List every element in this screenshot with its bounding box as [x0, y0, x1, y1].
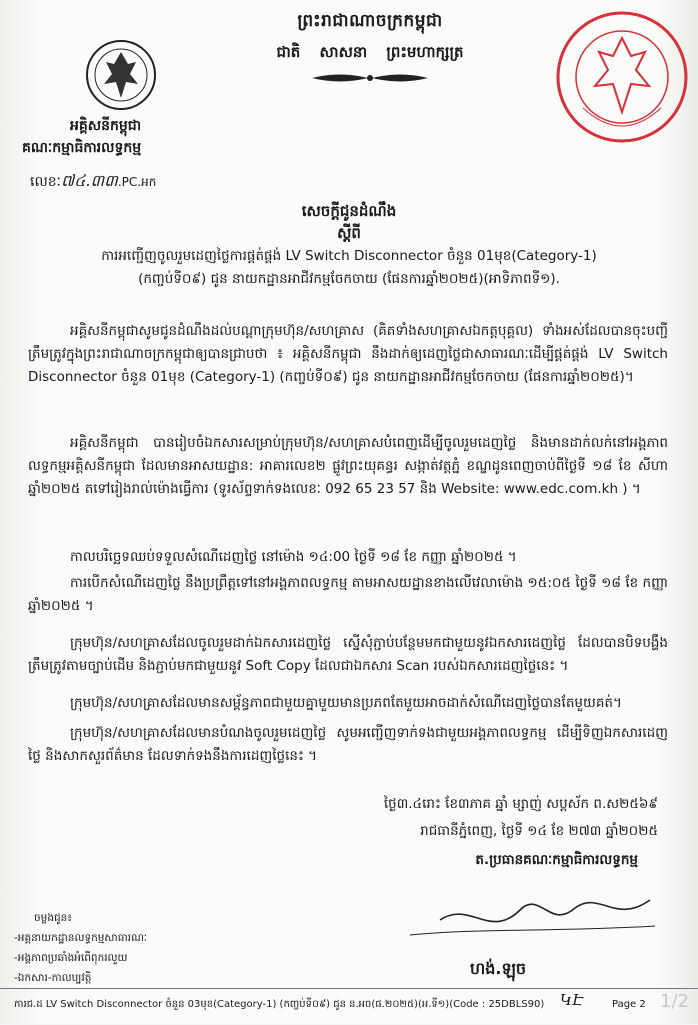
body-paragraph-6: ក្រុមហ៊ុន/សហគ្រាសដែលមានសម្ព័ន្ធភាពជាមួយគ្នាមួយមានប្រភពតែមួយអាចដាក់សំណើដេញថ្លៃបានតែមួយគត់។ [70, 695, 622, 711]
page-footer [0, 988, 698, 1025]
organization-name: អគ្គិសនីកម្ពុជា [70, 118, 142, 134]
footer-reference: ការជ.ដ LV Switch Disconnector ចំនួន 03មុខ(Category-1) (កញ្ចប់ទី០៩) ជូន ន.អច(ផ.២០២៥)(អ.ទី១)(Code : 25DBLS90) [14, 999, 545, 1010]
kingdom-title: ព្រះរាជាណាចក្រកម្ពុជា [297, 11, 443, 31]
body-paragraph-4: ការបើកសំណើដេញថ្លៃ នឹងប្រព្រឹត្តទៅនៅអង្គភាពលទ្ធកម្ម តាមអាសយដ្ឋានខាងលើវេលាម៉ោង ១៥:០៥ ថ្ងៃទី ១៨ ខែ កញ្ញា ឆ្នាំ២០២៥ ។ [28, 575, 668, 614]
copy-to-item: -ឯកសារ-កាលប្បវត្តិ [14, 972, 92, 984]
committee-name: គណៈកម្មាធិការលទ្ធកម្ម [22, 140, 142, 156]
body-paragraph-7: ក្រុមហ៊ុន/សហគ្រាសដែលមានបំណងចូលរួមដេញថ្លៃ សូមអញ្ជើញទាក់ទងជាមួយអង្គភាពលទ្ធកម្ម ដើម្បីទិញឯកសារដេញថ្លៃ និងសាកសួរព័ត៌មាន ដែលទាក់ទងនឹងការដេញថ្លៃនេះ ។ [28, 725, 668, 764]
notice-subject-line1: ការអញ្ជើញចូលរួមដេញថ្លៃការផ្គត់ផ្គង់ LV Switch Disconnector ចំនួន 01មុខ(Category-1) [101, 248, 597, 264]
notice-subject-line2: (កញ្ចប់ទី០៩) ជូន នាយកដ្ឋានអាជីវកម្មចែកចាយ (ផែនការឆ្នាំ២០២៥)(អាទិភាពទី១). [138, 271, 560, 287]
copy-to-item: -អគ្គនាយកដ្ឋានលទ្ធកម្មសាធារណៈ [14, 932, 148, 944]
signatory-title: ត.ប្រធានគណៈកម្មាធិការលទ្ធកម្ម [475, 852, 638, 868]
notice-subtitle: ស្តីពី [337, 224, 361, 242]
body-paragraph-5: ក្រុមហ៊ុន/សហគ្រាសដែលចូលរួមដាក់ឯកសារដេញថ្លៃ ស្នើសុំភ្ជាប់បន្ថែមមកជាមួយនូវឯកសារដេញថ្លៃ ដែលបានបិទបង្ហឹងត្រឹមត្រូវតាមច្បាប់ដើម និងភ្ជាប់មកជាមួយនូវ Soft Copy ដែលជាឯកសារ Scan របស់ឯកសារដេញថ្លៃនេះ ។ [28, 635, 668, 674]
notice-title: សេចក្តីជូនដំណឹង [301, 202, 397, 220]
kingdom-motto: ជាតិ សាសនា ព្រះមហាក្សត្រ [276, 43, 464, 61]
official-stamp-icon [553, 8, 691, 146]
reference-number [30, 170, 156, 194]
viewer-page-indicator: 1/2 [660, 991, 689, 1012]
body-paragraph-1: អគ្គិសនីកម្ពុជាសូមជូនដំណឹងដល់បណ្តាក្រុមហ៊ុន/សហគ្រាស (គិតទាំងសហគ្រាសឯកត្តបុគ្គល) ទាំងអស់ដែលបានចុះបញ្ជីត្រឹមត្រូវក្នុងព្រះរាជាណាចក្រកម្ពុជាឲ្យបានជ្រាបថា ៖ អគ្គិសនីកម្ពុជា នឹងដាក់ឲ្យដេញថ្លៃជាសាធារណៈដើម្បីផ្គត់ផ្គង់ LV Switch Disconnector ចំនួន 01មុខ (Category-1) (កញ្ចប់ទី០៩) ជូន នាយកដ្ឋានអាជីវកម្មចែកចាយ (ផែនការឆ្នាំ២០២៥)។ [28, 323, 668, 385]
footer-initials: ԿԷ [560, 991, 584, 1009]
ornament-divider-icon [310, 71, 430, 85]
solar-date: រាជធានីភ្នំពេញ, ថ្ងៃទី ១៤ ខែ ២៧៣ ឆ្នាំ២០២៥ [420, 823, 658, 839]
kingdom-header [220, 10, 520, 89]
body-paragraph-3: កាលបរិច្ឆេទឈប់ទទួលសំណើដេញថ្លៃ នៅម៉ោង ១៤:00 ថ្ងៃទី ១៨ ខែ កញ្ញា ឆ្នាំ២០២៥ ។ [70, 549, 517, 565]
copy-to-item: -អង្គភាពប្រឆាំងអំពើពុករលួយ [14, 952, 128, 964]
reference-label: លេខៈ [30, 174, 61, 190]
edc-logo-icon [84, 38, 158, 112]
handwritten-signature-icon [400, 880, 660, 960]
reference-number-handwritten: ៧៤.៣៣ [60, 171, 118, 190]
copy-to-heading: ចម្លងជូន៖ [34, 912, 72, 924]
copy-to-list [14, 908, 147, 988]
lunar-date: ថ្ងៃ៣.៤រោះ ខែ៣ភាគ ឆ្នាំ ម្សាញ់ សប្តស័ក ព.ស២៥៦៩ [383, 796, 658, 812]
body-paragraph-2: អគ្គិសនីកម្ពុជា បានរៀបចំឯកសារសម្រាប់ក្រុមហ៊ុន/សហគ្រាសបំពេញដើម្បីចូលរួមដេញថ្លៃ និងមានដាក់លក់នៅអង្គភាពលទ្ធកម្មអគ្គិសនីកម្ពុជា ដែលមានអាសយដ្ឋាន: អាគារលេខ២ ផ្លូវព្រះយុគន្ធរ សង្កាត់វត្តភ្នំ ខណ្ឌដូនពេញចាប់ពីថ្ងៃទី ១៨ ខែ សីហា ឆ្នាំ២០២៥ តទៅរៀងរាល់ម៉ោងធ្វើការ (ទូរស័ព្ទទាក់ទងលេខៈ 092 65 23 57 និង Website: www.edc.com.kh ) ។ [28, 435, 668, 497]
reference-code: .PC.អក [117, 175, 157, 189]
signatory-name: ហង់.ឡុច [470, 959, 527, 978]
page-number: Page 2 [612, 999, 646, 1010]
